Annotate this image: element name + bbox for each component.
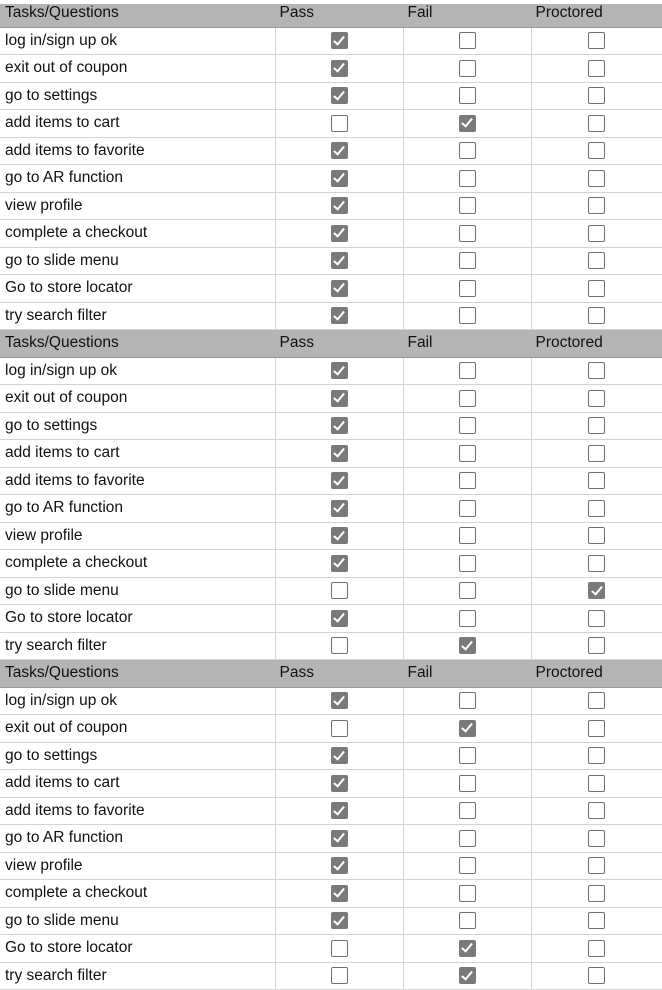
empty-checkbox-icon[interactable]	[459, 885, 476, 902]
top-edge	[0, 0, 662, 4]
checked-checkbox-icon[interactable]	[331, 280, 348, 297]
table-row	[0, 825, 662, 853]
fail-cell	[403, 220, 531, 248]
checked-checkbox-icon[interactable]	[331, 555, 348, 572]
empty-checkbox-icon[interactable]	[588, 307, 605, 324]
table-row	[0, 687, 662, 715]
proctored-cell	[531, 687, 662, 715]
pass-cell	[275, 385, 403, 413]
empty-checkbox-icon[interactable]	[459, 87, 476, 104]
empty-checkbox-icon[interactable]	[331, 582, 348, 599]
empty-checkbox-icon[interactable]	[588, 500, 605, 517]
fail-cell	[403, 192, 531, 220]
proctored-cell	[531, 220, 662, 248]
proctored-cell	[531, 110, 662, 138]
pass-cell	[275, 110, 403, 138]
empty-checkbox-icon[interactable]	[588, 472, 605, 489]
pass-cell	[275, 632, 403, 660]
checked-checkbox-icon[interactable]	[331, 197, 348, 214]
empty-checkbox-icon[interactable]	[588, 637, 605, 654]
table-row	[0, 302, 662, 330]
proctored-cell	[531, 605, 662, 633]
table-row	[0, 412, 662, 440]
fail-cell	[403, 550, 531, 578]
pass-cell	[275, 907, 403, 935]
proctored-cell	[531, 192, 662, 220]
table-row	[0, 440, 662, 468]
pass-cell	[275, 165, 403, 193]
pass-cell	[275, 302, 403, 330]
proctored-cell	[531, 440, 662, 468]
checked-checkbox-icon[interactable]	[331, 390, 348, 407]
fail-cell	[403, 275, 531, 303]
proctored-cell	[531, 82, 662, 110]
empty-checkbox-icon[interactable]	[459, 280, 476, 297]
fail-cell	[403, 82, 531, 110]
pass-cell	[275, 412, 403, 440]
header-proctored-column[interactable]: Proctored	[531, 0, 662, 27]
task-cell[interactable]: log in/sign up ok	[0, 357, 275, 385]
task-cell[interactable]: try search filter	[0, 302, 275, 330]
fail-cell	[403, 852, 531, 880]
empty-checkbox-icon[interactable]	[588, 885, 605, 902]
proctored-cell	[531, 247, 662, 275]
empty-checkbox-icon[interactable]	[459, 582, 476, 599]
proctored-cell	[531, 825, 662, 853]
header-task-column[interactable]: Tasks/Questions	[0, 330, 275, 358]
task-cell[interactable]: complete a checkout	[0, 550, 275, 578]
checked-checkbox-icon[interactable]	[331, 857, 348, 874]
task-cell[interactable]: go to slide menu	[0, 247, 275, 275]
checked-checkbox-icon[interactable]	[331, 252, 348, 269]
empty-checkbox-icon[interactable]	[459, 912, 476, 929]
fail-cell	[403, 357, 531, 385]
task-cell[interactable]: log in/sign up ok	[0, 27, 275, 55]
empty-checkbox-icon[interactable]	[588, 857, 605, 874]
checked-checkbox-icon[interactable]	[331, 417, 348, 434]
checked-checkbox-icon[interactable]	[331, 527, 348, 544]
empty-checkbox-icon[interactable]	[459, 775, 476, 792]
proctored-cell	[531, 522, 662, 550]
pass-cell	[275, 962, 403, 990]
proctored-cell	[531, 165, 662, 193]
fail-cell	[403, 825, 531, 853]
pass-cell	[275, 137, 403, 165]
proctored-cell	[531, 550, 662, 578]
task-cell[interactable]: add items to favorite	[0, 467, 275, 495]
empty-checkbox-icon[interactable]	[331, 637, 348, 654]
checked-checkbox-icon[interactable]	[331, 225, 348, 242]
empty-checkbox-icon[interactable]	[459, 197, 476, 214]
table-row	[0, 247, 662, 275]
empty-checkbox-icon[interactable]	[588, 32, 605, 49]
empty-checkbox-icon[interactable]	[459, 142, 476, 159]
checked-checkbox-icon[interactable]	[331, 445, 348, 462]
table-row	[0, 935, 662, 963]
pass-cell	[275, 192, 403, 220]
task-cell[interactable]: try search filter	[0, 962, 275, 990]
table-row	[0, 495, 662, 523]
empty-checkbox-icon[interactable]	[459, 417, 476, 434]
proctored-cell	[531, 495, 662, 523]
empty-checkbox-icon[interactable]	[459, 307, 476, 324]
pass-cell	[275, 55, 403, 83]
empty-checkbox-icon[interactable]	[331, 940, 348, 957]
fail-cell	[403, 687, 531, 715]
header-fail-column[interactable]: Fail	[403, 0, 531, 27]
header-pass-column[interactable]: Pass	[275, 0, 403, 27]
header-proctored-column[interactable]: Proctored	[531, 660, 662, 688]
pass-cell	[275, 742, 403, 770]
checked-checkbox-icon[interactable]	[331, 32, 348, 49]
table-row	[0, 770, 662, 798]
fail-cell	[403, 797, 531, 825]
checked-checkbox-icon[interactable]	[459, 637, 476, 654]
empty-checkbox-icon[interactable]	[459, 500, 476, 517]
empty-checkbox-icon[interactable]	[588, 830, 605, 847]
pass-cell	[275, 495, 403, 523]
pass-cell	[275, 247, 403, 275]
task-cell[interactable]: complete a checkout	[0, 880, 275, 908]
task-cell[interactable]: add items to cart	[0, 440, 275, 468]
checked-checkbox-icon[interactable]	[331, 830, 348, 847]
proctored-cell	[531, 962, 662, 990]
task-cell[interactable]: go to slide menu	[0, 907, 275, 935]
fail-cell	[403, 55, 531, 83]
table-row	[0, 605, 662, 633]
fail-cell	[403, 935, 531, 963]
empty-checkbox-icon[interactable]	[588, 555, 605, 572]
checked-checkbox-icon[interactable]	[459, 940, 476, 957]
task-cell[interactable]: Go to store locator	[0, 275, 275, 303]
proctored-cell	[531, 715, 662, 743]
task-cell[interactable]: complete a checkout	[0, 220, 275, 248]
table-row	[0, 632, 662, 660]
table-row	[0, 82, 662, 110]
empty-checkbox-icon[interactable]	[459, 32, 476, 49]
checked-checkbox-icon[interactable]	[331, 472, 348, 489]
pass-cell	[275, 220, 403, 248]
table-row	[0, 275, 662, 303]
checked-checkbox-icon[interactable]	[331, 747, 348, 764]
pass-cell	[275, 550, 403, 578]
proctored-cell	[531, 935, 662, 963]
proctored-cell	[531, 55, 662, 83]
empty-checkbox-icon[interactable]	[459, 830, 476, 847]
header-row	[0, 660, 662, 688]
header-row	[0, 0, 662, 27]
proctored-cell	[531, 137, 662, 165]
checked-checkbox-icon[interactable]	[331, 775, 348, 792]
checked-checkbox-icon[interactable]	[331, 610, 348, 627]
fail-cell	[403, 440, 531, 468]
pass-cell	[275, 577, 403, 605]
table-row	[0, 27, 662, 55]
fail-cell	[403, 907, 531, 935]
empty-checkbox-icon[interactable]	[459, 747, 476, 764]
pass-cell	[275, 275, 403, 303]
proctored-cell	[531, 852, 662, 880]
header-fail-column[interactable]: Fail	[403, 660, 531, 688]
pass-cell	[275, 797, 403, 825]
empty-checkbox-icon[interactable]	[588, 967, 605, 984]
fail-cell	[403, 522, 531, 550]
checked-checkbox-icon[interactable]	[331, 60, 348, 77]
fail-cell	[403, 632, 531, 660]
proctored-cell	[531, 412, 662, 440]
empty-checkbox-icon[interactable]	[459, 472, 476, 489]
empty-checkbox-icon[interactable]	[588, 115, 605, 132]
empty-checkbox-icon[interactable]	[588, 775, 605, 792]
task-cell[interactable]: add items to favorite	[0, 137, 275, 165]
checked-checkbox-icon[interactable]	[459, 967, 476, 984]
checked-checkbox-icon[interactable]	[331, 692, 348, 709]
fail-cell	[403, 467, 531, 495]
proctored-cell	[531, 907, 662, 935]
empty-checkbox-icon[interactable]	[459, 610, 476, 627]
empty-checkbox-icon[interactable]	[331, 720, 348, 737]
table-row	[0, 550, 662, 578]
proctored-cell	[531, 742, 662, 770]
empty-checkbox-icon[interactable]	[459, 252, 476, 269]
checked-checkbox-icon[interactable]	[331, 362, 348, 379]
empty-checkbox-icon[interactable]	[588, 912, 605, 929]
table-row	[0, 962, 662, 990]
pass-cell	[275, 715, 403, 743]
task-cell[interactable]: go to AR function	[0, 495, 275, 523]
proctored-cell	[531, 302, 662, 330]
pass-cell	[275, 82, 403, 110]
pass-cell	[275, 935, 403, 963]
empty-checkbox-icon[interactable]	[459, 60, 476, 77]
empty-checkbox-icon[interactable]	[331, 967, 348, 984]
fail-cell	[403, 742, 531, 770]
proctored-cell	[531, 632, 662, 660]
task-cell[interactable]: go to AR function	[0, 825, 275, 853]
fail-cell	[403, 715, 531, 743]
pass-cell	[275, 522, 403, 550]
fail-cell	[403, 495, 531, 523]
empty-checkbox-icon[interactable]	[588, 225, 605, 242]
task-cell[interactable]: Go to store locator	[0, 605, 275, 633]
checked-checkbox-icon[interactable]	[331, 885, 348, 902]
header-proctored-column[interactable]: Proctored	[531, 330, 662, 358]
empty-checkbox-icon[interactable]	[588, 802, 605, 819]
proctored-cell	[531, 880, 662, 908]
pass-cell	[275, 852, 403, 880]
empty-checkbox-icon[interactable]	[588, 417, 605, 434]
table-row	[0, 907, 662, 935]
header-task-column[interactable]: Tasks/Questions	[0, 660, 275, 688]
task-cell[interactable]: go to settings	[0, 742, 275, 770]
table-row	[0, 137, 662, 165]
task-cell[interactable]: go to settings	[0, 82, 275, 110]
task-cell[interactable]: add items to cart	[0, 110, 275, 138]
proctored-cell	[531, 357, 662, 385]
fail-cell	[403, 385, 531, 413]
empty-checkbox-icon[interactable]	[588, 87, 605, 104]
pass-cell	[275, 770, 403, 798]
checked-checkbox-icon[interactable]	[331, 170, 348, 187]
table-row	[0, 577, 662, 605]
empty-checkbox-icon[interactable]	[588, 692, 605, 709]
checked-checkbox-icon[interactable]	[331, 912, 348, 929]
header-fail-column[interactable]: Fail	[403, 330, 531, 358]
table-row	[0, 880, 662, 908]
checked-checkbox-icon[interactable]	[331, 802, 348, 819]
empty-checkbox-icon[interactable]	[459, 527, 476, 544]
proctored-cell	[531, 770, 662, 798]
table-row	[0, 467, 662, 495]
checked-checkbox-icon[interactable]	[459, 115, 476, 132]
empty-checkbox-icon[interactable]	[588, 280, 605, 297]
table-row	[0, 715, 662, 743]
fail-cell	[403, 605, 531, 633]
proctored-cell	[531, 577, 662, 605]
task-cell[interactable]: log in/sign up ok	[0, 687, 275, 715]
empty-checkbox-icon[interactable]	[588, 445, 605, 462]
fail-cell	[403, 962, 531, 990]
task-cell[interactable]: view profile	[0, 852, 275, 880]
empty-checkbox-icon[interactable]	[459, 445, 476, 462]
proctored-cell	[531, 27, 662, 55]
table-row	[0, 742, 662, 770]
pass-cell	[275, 27, 403, 55]
header-pass-column[interactable]: Pass	[275, 660, 403, 688]
header-row	[0, 330, 662, 358]
empty-checkbox-icon[interactable]	[331, 115, 348, 132]
empty-checkbox-icon[interactable]	[459, 170, 476, 187]
checked-checkbox-icon[interactable]	[331, 87, 348, 104]
fail-cell	[403, 110, 531, 138]
empty-checkbox-icon[interactable]	[588, 362, 605, 379]
table-row	[0, 110, 662, 138]
table-row	[0, 192, 662, 220]
table-row	[0, 55, 662, 83]
fail-cell	[403, 577, 531, 605]
empty-checkbox-icon[interactable]	[588, 390, 605, 407]
fail-cell	[403, 880, 531, 908]
task-cell[interactable]: exit out of coupon	[0, 385, 275, 413]
empty-checkbox-icon[interactable]	[588, 252, 605, 269]
empty-checkbox-icon[interactable]	[459, 692, 476, 709]
task-cell[interactable]: go to settings	[0, 412, 275, 440]
checked-checkbox-icon[interactable]	[459, 720, 476, 737]
pass-cell	[275, 440, 403, 468]
checked-checkbox-icon[interactable]	[588, 582, 605, 599]
proctored-cell	[531, 385, 662, 413]
empty-checkbox-icon[interactable]	[588, 142, 605, 159]
proctored-cell	[531, 275, 662, 303]
fail-cell	[403, 412, 531, 440]
empty-checkbox-icon[interactable]	[588, 720, 605, 737]
empty-checkbox-icon[interactable]	[588, 610, 605, 627]
task-cell[interactable]: go to AR function	[0, 165, 275, 193]
pass-cell	[275, 357, 403, 385]
pass-cell	[275, 825, 403, 853]
fail-cell	[403, 137, 531, 165]
task-cell[interactable]: Go to store locator	[0, 935, 275, 963]
table-row	[0, 165, 662, 193]
table-row	[0, 797, 662, 825]
fail-cell	[403, 302, 531, 330]
pass-cell	[275, 880, 403, 908]
table-row	[0, 852, 662, 880]
task-cell[interactable]: view profile	[0, 192, 275, 220]
table-row	[0, 220, 662, 248]
empty-checkbox-icon[interactable]	[588, 747, 605, 764]
checked-checkbox-icon[interactable]	[331, 142, 348, 159]
task-cell[interactable]: go to slide menu	[0, 577, 275, 605]
empty-checkbox-icon[interactable]	[588, 170, 605, 187]
task-cell[interactable]: exit out of coupon	[0, 715, 275, 743]
empty-checkbox-icon[interactable]	[588, 527, 605, 544]
empty-checkbox-icon[interactable]	[588, 60, 605, 77]
empty-checkbox-icon[interactable]	[459, 857, 476, 874]
pass-cell	[275, 687, 403, 715]
task-cell[interactable]: add items to cart	[0, 770, 275, 798]
fail-cell	[403, 27, 531, 55]
checked-checkbox-icon[interactable]	[331, 500, 348, 517]
task-cell[interactable]: view profile	[0, 522, 275, 550]
header-task-column[interactable]: Tasks/Questions	[0, 0, 275, 27]
table-row	[0, 357, 662, 385]
table-row	[0, 522, 662, 550]
table-row	[0, 385, 662, 413]
pass-cell	[275, 467, 403, 495]
empty-checkbox-icon[interactable]	[459, 390, 476, 407]
fail-cell	[403, 247, 531, 275]
empty-checkbox-icon[interactable]	[459, 802, 476, 819]
task-cell[interactable]: add items to favorite	[0, 797, 275, 825]
header-pass-column[interactable]: Pass	[275, 330, 403, 358]
empty-checkbox-icon[interactable]	[459, 225, 476, 242]
pass-cell	[275, 605, 403, 633]
empty-checkbox-icon[interactable]	[459, 362, 476, 379]
empty-checkbox-icon[interactable]	[588, 940, 605, 957]
proctored-cell	[531, 467, 662, 495]
task-cell[interactable]: try search filter	[0, 632, 275, 660]
empty-checkbox-icon[interactable]	[588, 197, 605, 214]
task-cell[interactable]: exit out of coupon	[0, 55, 275, 83]
proctored-cell	[531, 797, 662, 825]
empty-checkbox-icon[interactable]	[459, 555, 476, 572]
fail-cell	[403, 165, 531, 193]
fail-cell	[403, 770, 531, 798]
checked-checkbox-icon[interactable]	[331, 307, 348, 324]
